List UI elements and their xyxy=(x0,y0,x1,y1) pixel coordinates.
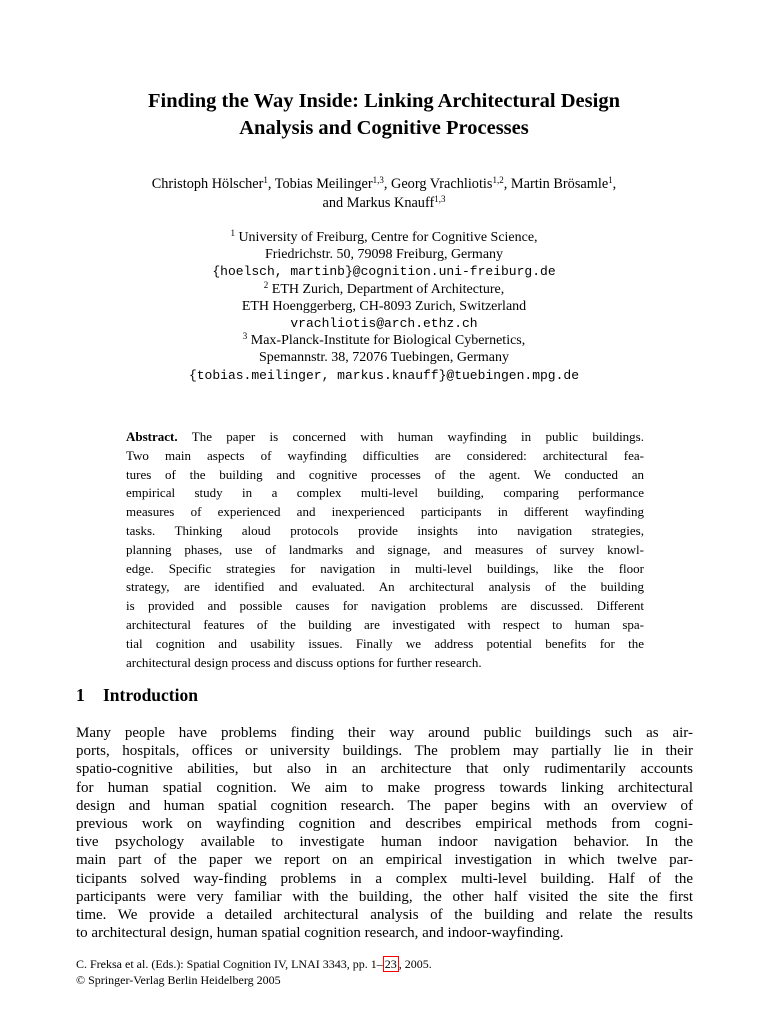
author-affiliation-sup: 1,3 xyxy=(434,194,446,204)
footer-citation xyxy=(76,956,432,988)
abstract-line: edge. Specific strategies for navigation in multi-level buildings, like the floor xyxy=(126,560,644,576)
abstract xyxy=(126,428,644,672)
author-separator: , xyxy=(267,176,275,192)
abstract-line: architectural design process and discuss options for further research. xyxy=(126,654,482,670)
author-name: Markus Knauff xyxy=(346,195,435,211)
section-heading xyxy=(76,684,198,706)
title-line: Analysis and Cognitive Processes xyxy=(239,117,529,139)
paragraph-line: spatio-cognitive abilities, but also in an architecture that only rudimentarily accounts xyxy=(76,761,693,778)
author-line xyxy=(60,175,708,194)
title-line: Finding the Way Inside: Linking Architectural Design xyxy=(148,90,620,112)
abstract-line: planning phases, use of landmarks and signage, and measures of survey knowl- xyxy=(126,541,644,557)
citation-text: C. Freksa et al. (Eds.): Spatial Cognition IV, LNAI 3343, pp. 1– xyxy=(76,957,383,971)
paragraph-line: for human spatial cognition. We aim to make progress towards linking architectural xyxy=(76,779,693,796)
affiliation-name xyxy=(60,281,708,298)
author-affiliation-sup: 1,2 xyxy=(492,175,504,185)
paragraph-line: main part of the paper we report on an empirical investigation in which twelve par- xyxy=(76,852,693,869)
abstract-line: measures of experienced and inexperienced participants in different wayfinding xyxy=(126,504,644,520)
affiliation-email: {hoelsch, martinb}@cognition.uni-freiburg.de xyxy=(212,264,556,280)
last-page-link[interactable]: 23 xyxy=(384,957,397,971)
abstract-line: tial cognition and usability issues. Finally we address potential benefits for the xyxy=(126,635,644,651)
abstract-label: Abstract. xyxy=(126,429,178,444)
author-affiliation-sup: 1 xyxy=(608,175,613,185)
paragraph-line: to architectural design, human spatial cognition research, and indoor-wayfinding. xyxy=(76,925,564,942)
affiliation-name xyxy=(60,229,708,246)
affiliation-name-text: Max-Planck-Institute for Biological Cybernetics, xyxy=(250,333,526,349)
abstract-line: empirical study in a complex multi-level building, comparing performance xyxy=(126,485,644,501)
affiliations xyxy=(60,229,708,384)
paragraph-line: ports, hospitals, offices or university buildings. The problem may partially lie in their xyxy=(76,743,693,760)
paragraph-line: participants were very familiar with the building, the other half visited the site the first xyxy=(76,888,693,905)
affiliation-email: vrachliotis@arch.ethz.ch xyxy=(290,316,478,332)
affiliation-sup: 1 xyxy=(230,228,235,238)
introduction-paragraph xyxy=(76,724,693,942)
affiliation-name xyxy=(60,332,708,349)
affiliation-name-text: ETH Zurich, Department of Architecture, xyxy=(271,281,505,297)
author-name: Christoph Hölscher xyxy=(151,176,264,192)
author-affiliation-sup: 1,3 xyxy=(372,175,384,185)
paragraph-line: time. We provide a detailed architectural analysis of the building and relate the results xyxy=(76,906,693,923)
paragraph-line: ticipants solved way-finding problems in a complex multi-level building. Half of the xyxy=(76,870,693,887)
affiliation-sup: 2 xyxy=(263,279,269,290)
abstract-line: strategy, are identified and evaluated. An architectural analysis of the building xyxy=(126,579,644,595)
abstract-line: is provided and possible causes for navigation problems are discussed. Different xyxy=(126,598,644,614)
abstract-line: tasks. Thinking aloud protocols provide insights into navigation strategies, xyxy=(126,522,644,538)
copyright-notice: © Springer-Verlag Berlin Heidelberg 2005 xyxy=(76,973,281,987)
citation-line xyxy=(76,956,432,972)
affiliation-address: Friedrichstr. 50, 79098 Freiburg, Germany xyxy=(264,247,504,263)
paragraph-line: tive psychology available to investigate human indoor navigation behavior. In the xyxy=(76,834,693,851)
author-list xyxy=(60,175,708,213)
author-name: Martin Brösamle xyxy=(510,176,609,192)
author-affiliation-sup: 1 xyxy=(263,175,268,185)
author-line xyxy=(60,194,708,213)
paragraph-line: Many people have problems finding their way around public buildings such as air- xyxy=(76,725,693,741)
author-separator: , xyxy=(383,176,392,192)
abstract-first-line-text: The paper is concerned with human wayfinding in public buildings. xyxy=(177,429,644,444)
author-separator: , xyxy=(503,176,511,192)
paragraph-line: previous work on wayfinding cognition and describes empirical methods from cogni- xyxy=(76,815,693,832)
affiliation-address: Spemannstr. 38, 72076 Tuebingen, Germany xyxy=(258,350,510,366)
affiliation-sup: 3 xyxy=(242,331,248,342)
abstract-line: tures of the building and cognitive processes of the agent. We conducted an xyxy=(126,466,644,482)
section-number: 1 xyxy=(76,685,85,705)
abstract-line xyxy=(126,428,644,447)
author-name: Tobias Meilinger xyxy=(274,176,373,192)
abstract-line: Two main aspects of wayfinding difficulties are considered: architectural fea- xyxy=(126,447,644,463)
paragraph-line: design and human spatial cognition research. The paper begins with an overview of xyxy=(76,797,693,814)
author-name: Georg Vrachliotis xyxy=(391,176,493,192)
author-conjunction: and xyxy=(322,195,347,211)
author-separator: , xyxy=(612,176,617,192)
affiliation-address: ETH Hoenggerberg, CH-8093 Zurich, Switzerland xyxy=(241,298,527,314)
citation-year: , 2005. xyxy=(398,957,432,971)
section-title: Introduction xyxy=(103,685,198,705)
abstract-line: architectural features of the building are investigated with respect to human spa- xyxy=(126,616,644,632)
paper-title xyxy=(60,88,708,142)
affiliation-name-text: University of Freiburg, Centre for Cognitive Science, xyxy=(238,230,538,245)
affiliation-email: {tobias.meilinger, markus.knauff}@tuebingen.mpg.de xyxy=(188,367,580,383)
